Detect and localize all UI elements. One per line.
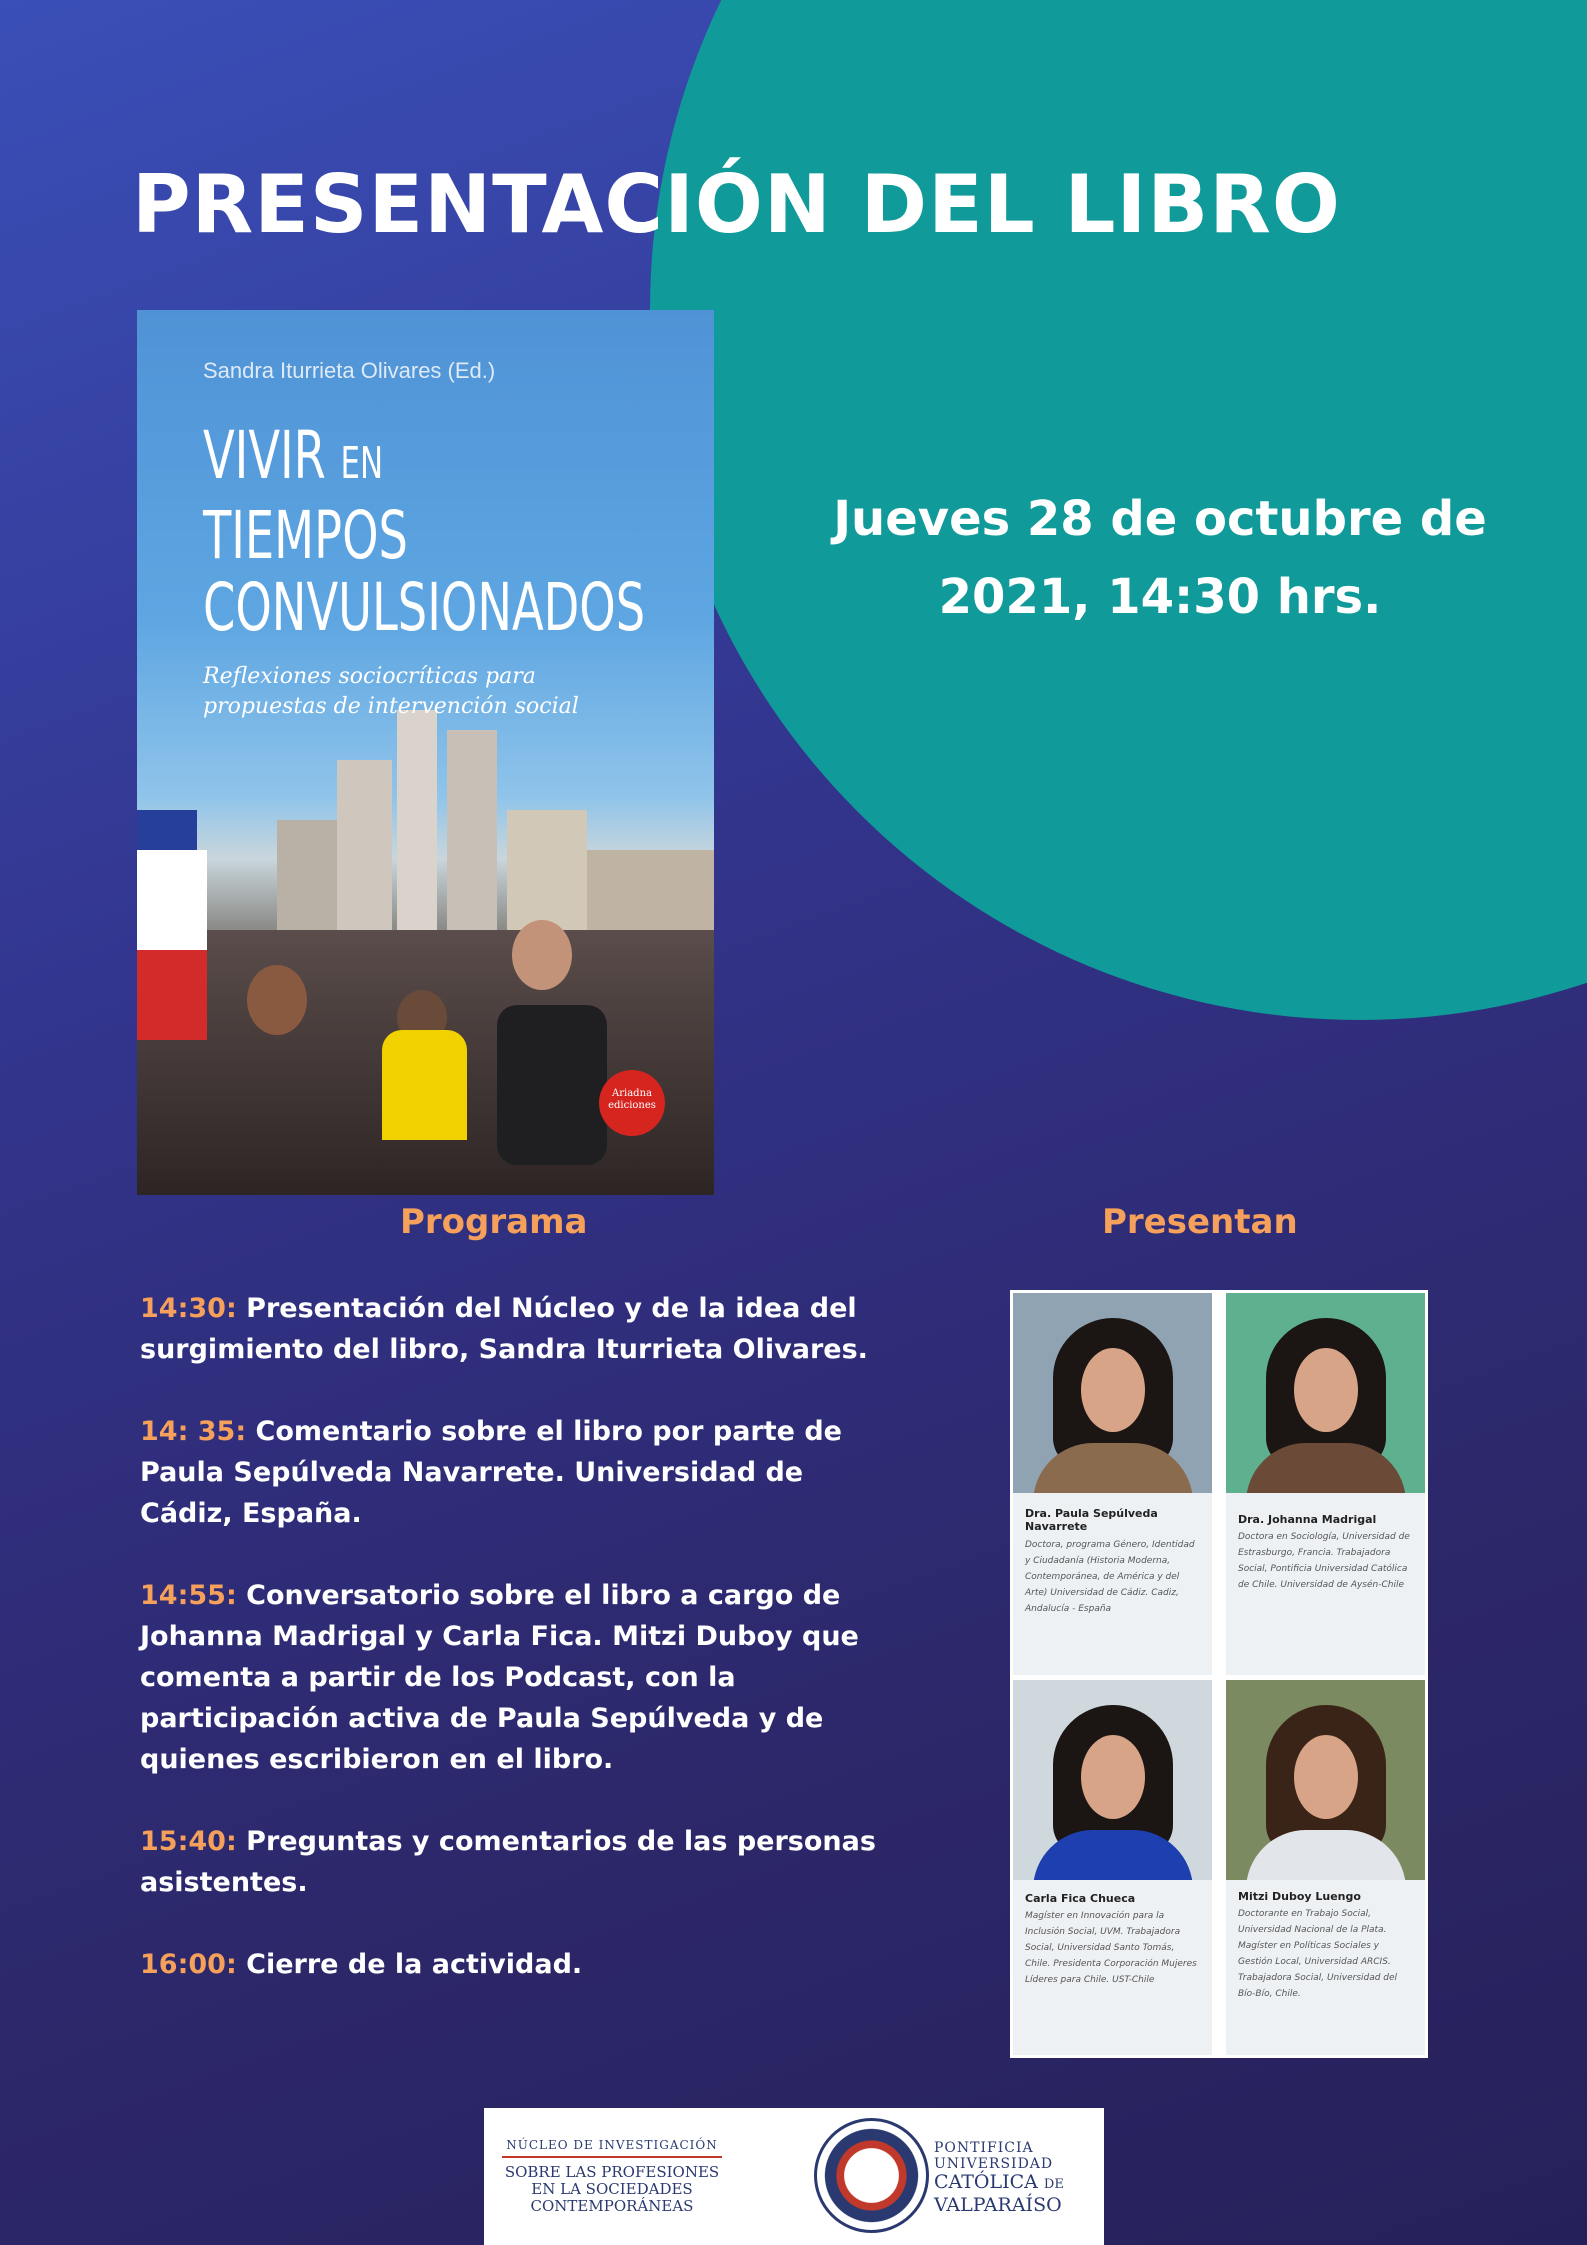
program-time: 14:55: [140, 1580, 237, 1611]
book-cover [137, 310, 714, 1195]
presenters-heading: Presentan [1102, 1202, 1298, 1242]
program-item [140, 1821, 900, 1903]
program-item [140, 1288, 900, 1370]
program-time: 14: 35: [140, 1416, 247, 1447]
event-date-line2: 2021, 14:30 hrs. [938, 569, 1382, 625]
building-shape [447, 730, 497, 960]
presenter-description: Doctora en Sociología, Universidad de Estrasburgo, Francia. Trabajadora Social, Pontificia Universidad Católica de Chile. Universidad de Aysén-Chile [1238, 1532, 1410, 1590]
program-heading: Programa [400, 1202, 588, 1242]
logos-footer [484, 2108, 1104, 2245]
presenter-photo [1226, 1680, 1425, 1880]
program-time: 15:40: [140, 1826, 237, 1857]
nucleo-logo-line: CONTEMPORÁNEAS [530, 2197, 694, 2215]
presenter-description: Magíster en Innovación para la Inclusión Social, UVM. Trabajadora Social, Universidad Santo Tomás, Chile. Presidenta Corporación Mujeres Líderes para Chile. UST-Chile [1025, 1911, 1197, 1985]
nucleo-logo-line: SOBRE LAS PROFESIONES [504, 2163, 720, 2181]
flag-red-shape [137, 950, 207, 1040]
presenter-description: Doctora, programa Género, Identidad y Ciudadanía (Historia Moderna, Contemporánea, de América y del Arte) Universidad de Cádiz. Cadiz, Andalucía - España [1025, 1540, 1195, 1614]
presenter-name: Mitzi Duboy Luengo [1238, 1890, 1361, 1903]
program-item [140, 1411, 900, 1534]
person-head-shape [247, 965, 307, 1035]
program-item [140, 1944, 900, 1985]
program-item [140, 1575, 900, 1780]
book-subtitle [203, 662, 603, 722]
university-seal-icon [814, 2118, 929, 2233]
presenter-photo [1226, 1293, 1425, 1493]
flag-white-shape [137, 850, 207, 960]
nucleo-logo-line: EN LA SOCIEDADES [531, 2180, 693, 2198]
presenter-card [1226, 1680, 1425, 2055]
presenter-card [1226, 1293, 1425, 1675]
pucv-logo-line: VALPARAÍSO [934, 2194, 1062, 2216]
pucv-logo-line: DE [1043, 2177, 1064, 2192]
presenter-name: Dra. Paula Sepúlveda Navarrete [1025, 1507, 1158, 1533]
program-list [140, 1288, 900, 2026]
program-text: Presentación del Núcleo y de la idea del surgimiento del libro, Sandra Iturrieta Olivares. [140, 1293, 868, 1365]
program-text: Comentario sobre el libro por parte de Paula Sepúlveda Navarrete. Universidad de Cádiz, España. [140, 1416, 842, 1529]
nucleo-logo-line: NÚCLEO DE INVESTIGACIÓN [502, 2138, 722, 2158]
presenter-photo [1013, 1293, 1212, 1493]
face-shape [1081, 1735, 1145, 1819]
presenters-panel [1010, 1290, 1428, 2058]
building-shape [397, 710, 437, 960]
pucv-logo-line: CATÓLICA [934, 2171, 1038, 2193]
presenter-name: Carla Fica Chueca [1025, 1892, 1136, 1905]
book-editor: Sandra Iturrieta Olivares (Ed.) [203, 358, 496, 383]
backpack-shape [497, 1005, 607, 1165]
program-text: Preguntas y comentarios de las personas asistentes. [140, 1826, 876, 1898]
book-title-word: EN [340, 438, 384, 489]
pucv-logo-line: PONTIFICIA [934, 2140, 1034, 2156]
book-title-word: VIVIR [203, 417, 326, 494]
book-title [203, 417, 646, 646]
event-date-line1: Jueves 28 de octubre de [833, 491, 1487, 547]
face-shape [1294, 1348, 1358, 1432]
program-text: Conversatorio sobre el libro a cargo de Johanna Madrigal y Carla Fica. Mitzi Duboy que comenta a partir de los Podcast, con la participación activa de Paula Sepúlveda y de quienes escribieron en el libro. [140, 1580, 859, 1775]
nucleo-logo [502, 2138, 722, 2215]
publisher-badge [599, 1070, 665, 1136]
pucv-logo-line: UNIVERSIDAD [934, 2156, 1054, 2172]
program-text: Cierre de la actividad. [236, 1949, 583, 1980]
book-subtitle-line: Reflexiones sociocríticas para [203, 664, 536, 689]
book-subtitle-line: propuestas de intervención social [203, 694, 579, 719]
yellow-jacket-shape [382, 1030, 467, 1140]
presenter-card [1013, 1293, 1212, 1675]
publisher-name: Ariadna [612, 1088, 652, 1099]
program-time: 16:00: [140, 1949, 237, 1980]
program-time: 14:30: [140, 1293, 237, 1324]
face-shape [1081, 1348, 1145, 1432]
presenter-card [1013, 1680, 1212, 2055]
presenter-name: Dra. Johanna Madrigal [1238, 1513, 1377, 1526]
presenter-photo [1013, 1680, 1212, 1880]
publisher-name: ediciones [608, 1100, 656, 1111]
book-title-line: CONVULSIONADOS [203, 569, 646, 646]
event-date [810, 480, 1510, 636]
person-head-shape [512, 920, 572, 990]
book-title-line: TIEMPOS [203, 497, 408, 574]
face-shape [1294, 1735, 1358, 1819]
pucv-logo [934, 2140, 1064, 2215]
poster-title: PRESENTACIÓN DEL LIBRO [132, 158, 1341, 251]
presenter-description: Doctorante en Trabajo Social, Universidad Nacional de la Plata. Magíster en Políticas Sociales y Gestión Local, Universidad ARCIS. Trabajadora Social, Universidad del Bío-Bío, Chile. [1238, 1909, 1398, 1999]
